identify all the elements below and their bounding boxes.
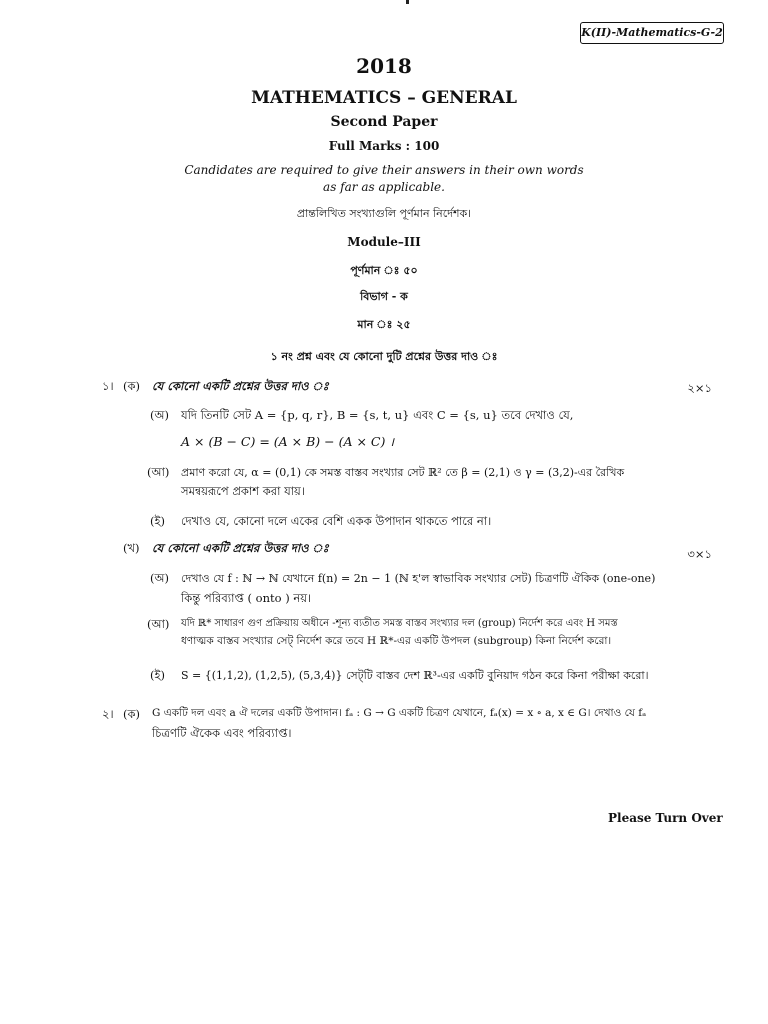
q2a-label: (ক): [123, 707, 141, 721]
section-directive: ১ নং প্রশ্ন এবং যে কোনো দুটি প্রশ্নের উত্তর দাও ঃ: [270, 350, 498, 363]
subject-title: MATHEMATICS – GENERAL: [251, 88, 517, 108]
q1b2-line-1: যদি ℝ* সাধারণ গুণ প্রক্রিয়ায় অধীনে -শূন্য ব্যতীত সমস্ত বাস্তব সংখ্যার দল (group) নির্দেশ করে এবং H সমস্ত: [181, 618, 618, 629]
paper-title: Second Paper: [330, 114, 438, 130]
q1a1-formula: A × (B − C) = (A × B) − (A × C) ।: [181, 434, 395, 449]
exam-year: 2018: [356, 54, 412, 78]
full-marks: Full Marks : 100: [328, 139, 440, 153]
q1a1-text: যদি তিনটি সেট A = {p, q, r}, B = {s, t, u} এবং C = {s, u} তবে দেখাও যে,: [181, 408, 574, 422]
q2-number: ২।: [102, 707, 114, 721]
q1b2-label: (আ): [147, 617, 170, 631]
q1a1-label: (অ): [150, 408, 169, 422]
section-label: বিভাগ - ক: [360, 290, 408, 303]
instruction-line-2: as far as applicable.: [323, 180, 445, 194]
q1b3-label: (ই): [150, 668, 165, 682]
q1a-instruction: যে কোনো একটি প্রশ্নের উত্তর দাও ঃ: [152, 379, 329, 393]
scan-speck: [406, 0, 409, 4]
q1b3-text: S = {(1,1,2), (1,2,5), (5,3,4)} সেট্‌টি বাস্তব দেশ ℝ³-এর একটি বুনিয়াদ গঠন করে কিনা পরীক্ষা করো।: [181, 669, 649, 682]
q2a-line-2: চিত্রণটি ঐকেক এবং পরিব্যাপ্ত।: [152, 726, 292, 740]
q1a2-label: (আ): [147, 465, 170, 479]
q1b-label: (খ): [123, 541, 140, 555]
q1a-marks: ২×১: [687, 381, 712, 395]
q1-number: ১।: [102, 379, 114, 393]
q2a-line-1: G একটি দল এবং a ঐ দলের একটি উপাদান। fₐ : G → G একটি চিত্রণ যেখানে, fₐ(x) = x ∘ a, x ∈ G। দেখাও যে fₐ: [152, 707, 647, 719]
module-full-value: পূর্ণমান ঃ ৫০: [350, 264, 418, 277]
section-value: মান ঃ ২৫: [357, 318, 411, 331]
q1a-label: (ক): [123, 379, 141, 393]
q1b2-line-2: ধণাত্মক বাস্তব সংখ্যার সেট্ নির্দেশ করে তবে H ℝ*-এর একটি উপদল (subgroup) কিনা নির্দেশ করো।: [181, 635, 612, 647]
please-turn-over: Please Turn Over: [608, 811, 723, 825]
paper-code-box: K(II)-Mathematics-G-2: [580, 22, 724, 44]
q1b1-label: (অ): [150, 571, 169, 585]
q1b1-line-1: দেখাও যে f : ℕ → ℕ যেখানে f(n) = 2n − 1 (ℕ হ'ল স্বাভাবিক সংখ্যার সেট) চিত্রণটি ঐকিক (one-one): [181, 572, 656, 585]
q1a3-text: দেখাও যে, কোনো দলে একের বেশি একক উপাদান থাকতে পারে না।: [181, 514, 492, 528]
instruction-line-1: Candidates are required to give their answers in their own words: [184, 163, 584, 177]
q1a2-line-2: সমন্বয়রূপে প্রকাশ করা যায়।: [181, 484, 305, 498]
q1a3-label: (ই): [150, 514, 165, 528]
module-title: Module–III: [347, 235, 421, 249]
q1b-instruction: যে কোনো একটি প্রশ্নের উত্তর দাও ঃ: [152, 541, 329, 555]
q1a2-line-1: প্রমাণ করো যে, α = (0,1) কে সমস্ত বাস্তব সংখ্যার সেট ℝ² তে β = (2,1) ও γ = (3,2)-এর রৈখিক: [181, 466, 625, 479]
q1b1-line-2: কিন্তু পরিব্যাপ্ত ( onto ) নয়।: [181, 591, 312, 605]
q1b-marks: ৩×১: [687, 547, 712, 561]
instruction-bengali: প্রান্তলিখিত সংখ্যাগুলি পূর্ণমান নির্দেশক।: [296, 207, 472, 220]
